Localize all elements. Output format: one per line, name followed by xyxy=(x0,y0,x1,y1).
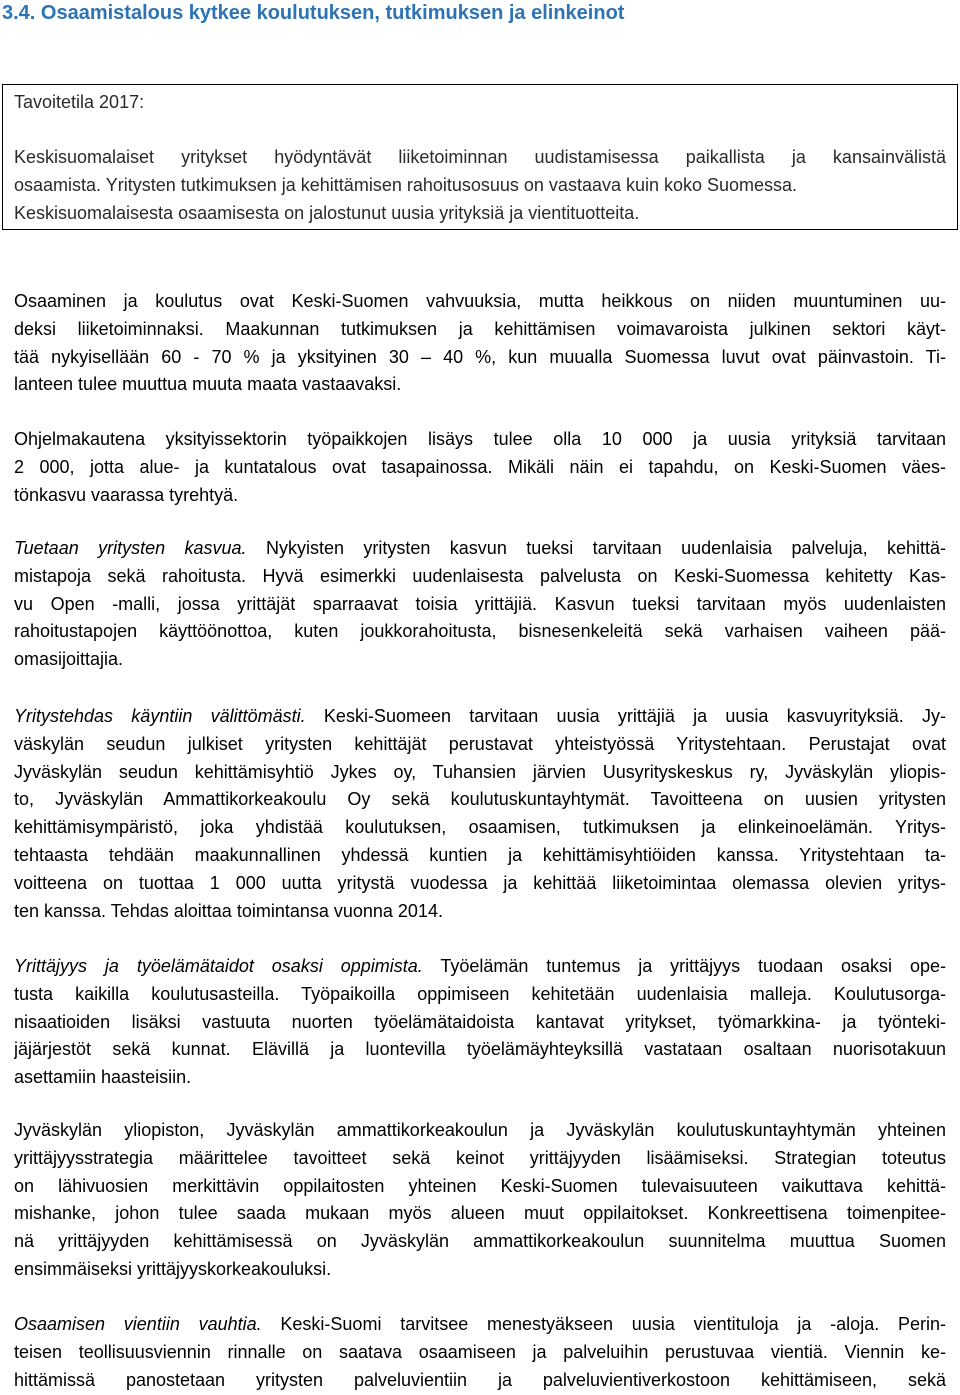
paragraph-line-text: Työelämän tuntemus ja yrittäjyys tuodaan osaksi ope- xyxy=(440,956,946,976)
paragraph-line: voitteena on tuottaa 1 000 uutta yritystä vuodessa ja kehittää liiketoimintaa olemassa olevien yritys- xyxy=(14,872,946,893)
paragraph-line-text: Keski-Suomi tarvitsee menestyäkseen uusia vientituloja ja -aloja. Perin- xyxy=(280,1314,946,1334)
paragraph-line xyxy=(14,703,946,731)
run-in-heading: Osaamisen vientiin vauhtia. xyxy=(14,1314,262,1334)
paragraph-line: deksi liiketoiminnaksi. Maakunnan tutkimuksen ja kehittämisen voimavaroista julkinen sektori käyt- xyxy=(14,318,946,339)
paragraph-line: teisen teollisuusviennin rinnalle on saatava osaamiseen ja palveluihin perustuvaa vientiä. Viennin ke- xyxy=(14,1341,946,1362)
paragraph-line: tää nykyisellään 60 - 70 % ja yksityinen 30 – 40 %, kun muualla Suomessa luvut ovat päinvastoin. Ti- xyxy=(14,346,946,367)
paragraph-line: omasijoittajia. xyxy=(14,649,124,670)
run-in-heading: Tuetaan yritysten kasvua. xyxy=(14,538,247,558)
run-in-heading: Yrittäjyys ja työelämätaidot osaksi oppimista. xyxy=(14,956,423,976)
paragraph xyxy=(14,288,946,399)
paragraph-line: ten kanssa. Tehdas aloittaa toimintansa vuonna 2014. xyxy=(14,900,443,921)
paragraph-line-text: Nykyisten yritysten kasvun tueksi tarvitaan uudenlaisia palveluja, kehittä- xyxy=(265,538,946,558)
paragraph xyxy=(14,1117,946,1284)
paragraph-line: on lähivuosien merkittävin oppilaitosten yhteinen Keski-Suomen tulevaisuuteen vaikuttava kehittä- xyxy=(14,1175,946,1196)
paragraph xyxy=(14,426,946,509)
paragraph-line-text: Keski-Suomeen tarvitaan uusia yrittäjiä ja uusia kasvuyrityksiä. Jy- xyxy=(323,706,946,726)
paragraph xyxy=(14,535,946,674)
paragraph-line: hittämissä panostetaan yritysten palveluvientiin ja palveluvientiverkostoon kehittämiseen, sekä xyxy=(14,1369,946,1390)
paragraph-line: tusta kaikilla koulutusasteilla. Työpaikoilla oppimiseen kehitetään uudenlaisia malleja. Koulutusorga- xyxy=(14,983,946,1004)
goal-box xyxy=(2,84,958,230)
paragraph-line: nisaatioiden lisäksi vastuuta nuorten työelämätaidoista kantavat yritykset, työmarkkina- ja työnteki- xyxy=(14,1011,946,1032)
paragraph-line xyxy=(14,953,946,981)
paragraph-line: jäjärjestöt sekä kunnat. Elävillä ja luontevilla työelämäyhteyksillä vastataan osaltaan nuorisotakuun xyxy=(14,1039,946,1060)
paragraph-line: asettamiin haasteisiin. xyxy=(14,1067,192,1088)
goal-box-line: osaamista. Yritysten tutkimuksen ja kehittämisen rahoitusosuus on vastaava kuin koko Suomessa. xyxy=(14,175,798,195)
paragraph-line: 2 000, jotta alue- ja kuntatalous ovat tasapainossa. Mikäli näin ei tapahdu, on Keski-Suomen väes- xyxy=(14,456,946,477)
paragraph-line: to, Jyväskylän Ammattikorkeakoulu Oy sekä koulutuskuntayhtymät. Tavoitteena on uusien yritysten xyxy=(14,789,946,810)
paragraph xyxy=(14,953,946,1092)
paragraph-line: väskylän seudun julkiset yritysten kehittäjät perustavat yhteistyössä Yritystehtaan. Perustajat ovat xyxy=(14,733,946,754)
paragraph-line: lanteen tulee muuttua muuta maata vastaavaksi. xyxy=(14,374,402,395)
paragraph-line: Jyväskylän seudun kehittämisyhtiö Jykes oy, Tuhansien järvien Uusyrityskeskus ry, Jyväskylän yliopis- xyxy=(14,761,946,782)
paragraph-line: mistapoja sekä rahoitusta. Hyvä esimerkki uudenlaisesta palvelusta on Keski-Suomessa kehitetty Kas- xyxy=(14,565,946,586)
paragraph-line: Osaaminen ja koulutus ovat Keski-Suomen vahvuuksia, mutta heikkous on niiden muuntuminen uu- xyxy=(14,291,946,311)
paragraph-line xyxy=(14,535,946,563)
paragraph xyxy=(14,1311,946,1394)
run-in-heading: Yritystehdas käyntiin välittömästi. xyxy=(14,706,306,726)
paragraph-line: rahoitustapojen käyttöönottoa, kuten joukkorahoitusta, bisnesenkeleitä sekä varhaisen vaiheen pää- xyxy=(14,621,946,642)
paragraph-line: nä yrittäjyyden kehittämisessä on Jyväskylän ammattikorkeakoulun suunnitelma muuttua Suomen xyxy=(14,1231,946,1252)
goal-box-line: Keskisuomalaiset yritykset hyödyntävät liiketoiminnan uudistamisessa paikallista ja kansainvälistä xyxy=(14,147,946,167)
goal-box-line: Keskisuomalaisesta osaamisesta on jalostunut uusia yrityksiä ja vientituotteita. xyxy=(14,203,640,223)
paragraph-line: kehittämisympäristö, joka yhdistää koulutuksen, osaamisen, tutkimuksen ja elinkeinoelämän. Yritys- xyxy=(14,817,946,838)
paragraph-line: Jyväskylän yliopiston, Jyväskylän ammattikorkeakoulun ja Jyväskylän koulutuskuntayhtymän yhteinen xyxy=(14,1120,946,1140)
paragraph-line: mishanke, johon tulee saada mukaan myös alueen muut oppilaitokset. Konkreettisena toimenpitee- xyxy=(14,1203,946,1224)
paragraph xyxy=(14,703,946,925)
goal-box-title: Tavoitetila 2017: xyxy=(14,92,145,112)
section-heading: 3.4. Osaamistalous kytkee koulutuksen, tutkimuksen ja elinkeinot xyxy=(2,2,625,24)
paragraph-line: Ohjelmakautena yksityissektorin työpaikkojen lisäys tulee olla 10 000 ja uusia yrityksiä tarvitaan xyxy=(14,429,946,449)
paragraph-line: tönkasvu vaarassa tyrehtyä. xyxy=(14,484,239,505)
paragraph-line: vu Open -malli, jossa yrittäjät sparraavat toisia yrittäjiä. Kasvun tueksi tarvitaan myös uudenlaisten xyxy=(14,593,946,614)
paragraph-line xyxy=(14,1311,946,1339)
paragraph-line: tehtaasta tehdään maakunnallinen yhdessä kuntien ja kehittämisyhtiöiden kanssa. Yritystehtaan ta- xyxy=(14,844,946,865)
paragraph-line: yrittäjyysstrategia määrittelee tavoitteet sekä keinot yrittäjyyden lisäämiseksi. Strategian toteutus xyxy=(14,1147,946,1168)
paragraph-line: ensimmäiseksi yrittäjyyskorkeakouluksi. xyxy=(14,1258,332,1279)
goal-box-text xyxy=(14,143,946,227)
